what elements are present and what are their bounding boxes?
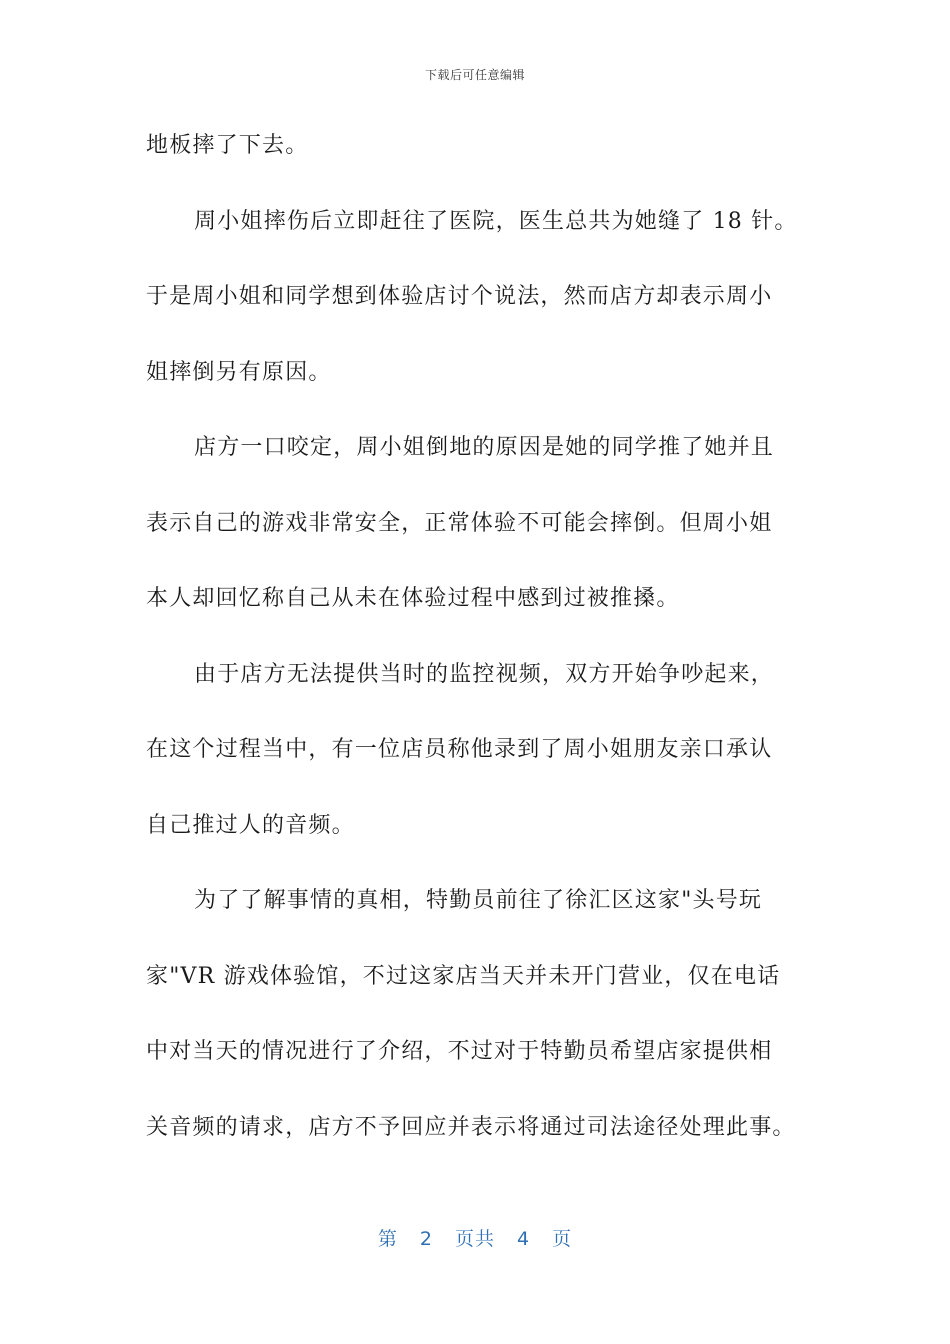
text-line-5: 店方一口咬定，周小姐倒地的原因是她的同学推了她并且 xyxy=(194,435,775,460)
header-note: 下载后可任意编辑 xyxy=(424,68,525,82)
footer-prefix: 第 xyxy=(377,1228,398,1250)
text-line-4: 姐摔倒另有原因。 xyxy=(146,359,332,385)
text-line-8: 由于店方无法提供当时的监控视频，双方开始争吵起来， xyxy=(194,661,775,687)
text-line-14: 关音频的请求，店方不予回应并表示将通过司法途径处理此事。 xyxy=(146,1114,796,1140)
footer-total-pages: 4 xyxy=(517,1228,531,1250)
text-line-2: 周小姐摔伤后立即赶往了医院，医生总共为她缝了 18 针。 xyxy=(194,208,798,234)
text-line-7: 本人却回忆称自己从未在体验过程中感到过被推搡。 xyxy=(146,586,680,611)
text-line-12: 家"VR 游戏体验馆，不过这家店当天并未开门营业，仅在电话 xyxy=(146,963,781,989)
text-line-10: 自己推过人的音频。 xyxy=(146,812,355,838)
text-line-6: 表示自己的游戏非常安全，正常体验不可能会摔倒。但周小姐 xyxy=(146,510,773,536)
page-number-footer xyxy=(0,1224,950,1251)
text-line-11: 为了了解事情的真相，特勤员前往了徐汇区这家"头号玩 xyxy=(194,888,763,913)
footer-middle: 页共 xyxy=(454,1228,495,1250)
text-line-9: 在这个过程当中，有一位店员称他录到了周小姐朋友亲口承认 xyxy=(146,737,773,762)
footer-current-page: 2 xyxy=(419,1228,433,1250)
footer-suffix: 页 xyxy=(552,1228,573,1250)
text-line-3: 于是周小姐和同学想到体验店讨个说法，然而店方却表示周小 xyxy=(146,284,773,309)
text-line-1: 地板摔了下去。 xyxy=(146,133,309,158)
document-body xyxy=(146,120,806,1177)
text-line-13: 中对当天的情况进行了介绍，不过对于特勤员希望店家提供相 xyxy=(146,1039,773,1064)
